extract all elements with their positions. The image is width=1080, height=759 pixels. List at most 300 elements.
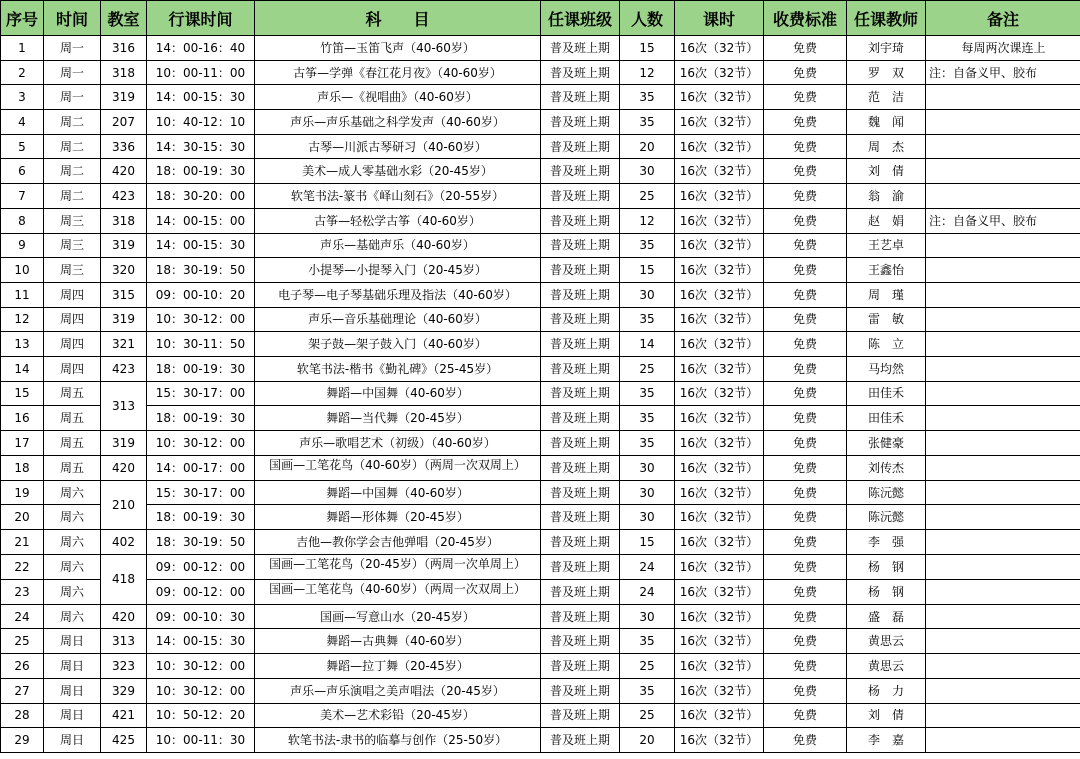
cell-time: 14：00-17：00 bbox=[147, 455, 255, 480]
cell-class: 普及班上期 bbox=[541, 332, 620, 357]
cell-room: 425 bbox=[101, 728, 147, 753]
cell-time: 18：00-19：30 bbox=[147, 505, 255, 530]
cell-day: 周六 bbox=[44, 530, 101, 555]
cell-subject: 小提琴—小提琴入门（20-45岁） bbox=[255, 258, 541, 283]
header-cell-time: 行课时间 bbox=[147, 1, 255, 36]
cell-hours: 16次（32节） bbox=[675, 480, 764, 505]
cell-no: 4 bbox=[1, 110, 44, 135]
cell-day: 周日 bbox=[44, 678, 101, 703]
cell-count: 35 bbox=[620, 406, 675, 431]
cell-teacher: 李 嘉 bbox=[847, 728, 926, 753]
cell-hours: 16次（32节） bbox=[675, 282, 764, 307]
cell-time: 14：30-15：30 bbox=[147, 134, 255, 159]
table-row bbox=[1, 703, 1080, 728]
cell-note bbox=[926, 307, 1080, 332]
cell-room: 402 bbox=[101, 530, 147, 555]
cell-hours: 16次（32节） bbox=[675, 678, 764, 703]
cell-fee: 免费 bbox=[764, 703, 847, 728]
cell-count: 35 bbox=[620, 381, 675, 406]
cell-count: 35 bbox=[620, 307, 675, 332]
cell-class: 普及班上期 bbox=[541, 233, 620, 258]
table-row bbox=[1, 530, 1080, 555]
cell-teacher: 刘 倩 bbox=[847, 159, 926, 184]
cell-teacher: 周 瑾 bbox=[847, 282, 926, 307]
cell-fee: 免费 bbox=[764, 110, 847, 135]
cell-teacher: 田佳禾 bbox=[847, 381, 926, 406]
cell-day: 周四 bbox=[44, 332, 101, 357]
cell-subject: 声乐—声乐基础之科学发声（40-60岁） bbox=[255, 110, 541, 135]
cell-time: 18：00-19：30 bbox=[147, 356, 255, 381]
cell-teacher: 杨 钢 bbox=[847, 579, 926, 604]
table-row bbox=[1, 159, 1080, 184]
cell-hours: 16次（32节） bbox=[675, 381, 764, 406]
cell-no: 12 bbox=[1, 307, 44, 332]
cell-hours: 16次（32节） bbox=[675, 110, 764, 135]
cell-teacher: 田佳禾 bbox=[847, 406, 926, 431]
cell-note bbox=[926, 579, 1080, 604]
cell-fee: 免费 bbox=[764, 307, 847, 332]
cell-no: 28 bbox=[1, 703, 44, 728]
cell-time: 09：00-12：00 bbox=[147, 554, 255, 579]
cell-hours: 16次（32节） bbox=[675, 36, 764, 61]
cell-subject: 舞蹈—中国舞（40-60岁） bbox=[255, 480, 541, 505]
cell-note bbox=[926, 184, 1080, 209]
cell-hours: 16次（32节） bbox=[675, 579, 764, 604]
cell-class: 普及班上期 bbox=[541, 629, 620, 654]
cell-teacher: 雷 敏 bbox=[847, 307, 926, 332]
cell-day: 周四 bbox=[44, 356, 101, 381]
cell-subject: 国画—工笔花鸟（20-45岁）（两周一次单周上） bbox=[255, 554, 541, 579]
cell-note bbox=[926, 604, 1080, 629]
cell-time: 10：50-12：20 bbox=[147, 703, 255, 728]
cell-fee: 免费 bbox=[764, 554, 847, 579]
cell-time: 10：40-12：10 bbox=[147, 110, 255, 135]
cell-class: 普及班上期 bbox=[541, 604, 620, 629]
table-row bbox=[1, 60, 1080, 85]
cell-teacher: 杨 力 bbox=[847, 678, 926, 703]
cell-fee: 免费 bbox=[764, 258, 847, 283]
cell-fee: 免费 bbox=[764, 629, 847, 654]
cell-no: 24 bbox=[1, 604, 44, 629]
cell-count: 14 bbox=[620, 332, 675, 357]
cell-fee: 免费 bbox=[764, 381, 847, 406]
cell-time: 14：00-16：40 bbox=[147, 36, 255, 61]
table-row bbox=[1, 307, 1080, 332]
cell-note bbox=[926, 455, 1080, 480]
cell-class: 普及班上期 bbox=[541, 85, 620, 110]
cell-day: 周四 bbox=[44, 282, 101, 307]
cell-no: 22 bbox=[1, 554, 44, 579]
cell-teacher: 翁 渝 bbox=[847, 184, 926, 209]
cell-teacher: 张健豪 bbox=[847, 431, 926, 456]
cell-subject: 古筝—轻松学古筝（40-60岁） bbox=[255, 208, 541, 233]
cell-day: 周二 bbox=[44, 110, 101, 135]
cell-hours: 16次（32节） bbox=[675, 85, 764, 110]
cell-teacher: 王鑫怡 bbox=[847, 258, 926, 283]
cell-hours: 16次（32节） bbox=[675, 406, 764, 431]
cell-no: 6 bbox=[1, 159, 44, 184]
cell-class: 普及班上期 bbox=[541, 455, 620, 480]
cell-count: 30 bbox=[620, 604, 675, 629]
cell-day: 周二 bbox=[44, 134, 101, 159]
cell-fee: 免费 bbox=[764, 282, 847, 307]
cell-day: 周日 bbox=[44, 629, 101, 654]
cell-no: 23 bbox=[1, 579, 44, 604]
cell-no: 14 bbox=[1, 356, 44, 381]
cell-no: 11 bbox=[1, 282, 44, 307]
cell-time: 10：00-11：00 bbox=[147, 60, 255, 85]
cell-time: 14：00-15：30 bbox=[147, 233, 255, 258]
cell-count: 15 bbox=[620, 36, 675, 61]
cell-note bbox=[926, 530, 1080, 555]
table-row bbox=[1, 629, 1080, 654]
cell-subject: 软笔书法-楷书《勤礼碑》（25-45岁） bbox=[255, 356, 541, 381]
cell-room: 420 bbox=[101, 455, 147, 480]
cell-day: 周一 bbox=[44, 85, 101, 110]
cell-count: 30 bbox=[620, 505, 675, 530]
cell-hours: 16次（32节） bbox=[675, 431, 764, 456]
cell-class: 普及班上期 bbox=[541, 728, 620, 753]
cell-day: 周六 bbox=[44, 480, 101, 505]
cell-room: 321 bbox=[101, 332, 147, 357]
cell-fee: 免费 bbox=[764, 530, 847, 555]
cell-count: 35 bbox=[620, 431, 675, 456]
cell-teacher: 魏 闻 bbox=[847, 110, 926, 135]
cell-no: 15 bbox=[1, 381, 44, 406]
cell-day: 周日 bbox=[44, 654, 101, 679]
cell-subject: 软笔书法-隶书的临摹与创作（25-50岁） bbox=[255, 728, 541, 753]
table-row bbox=[1, 110, 1080, 135]
cell-teacher: 杨 钢 bbox=[847, 554, 926, 579]
cell-time: 10：30-12：00 bbox=[147, 431, 255, 456]
cell-no: 5 bbox=[1, 134, 44, 159]
cell-class: 普及班上期 bbox=[541, 184, 620, 209]
cell-day: 周日 bbox=[44, 728, 101, 753]
cell-hours: 16次（32节） bbox=[675, 604, 764, 629]
table-row bbox=[1, 184, 1080, 209]
cell-note bbox=[926, 480, 1080, 505]
cell-hours: 16次（32节） bbox=[675, 356, 764, 381]
cell-note bbox=[926, 554, 1080, 579]
cell-subject: 舞蹈—中国舞（40-60岁） bbox=[255, 381, 541, 406]
cell-room: 421 bbox=[101, 703, 147, 728]
cell-count: 35 bbox=[620, 629, 675, 654]
cell-day: 周六 bbox=[44, 505, 101, 530]
cell-day: 周二 bbox=[44, 159, 101, 184]
cell-class: 普及班上期 bbox=[541, 678, 620, 703]
cell-count: 12 bbox=[620, 60, 675, 85]
table-row bbox=[1, 282, 1080, 307]
header-cell-count: 人数 bbox=[620, 1, 675, 36]
cell-count: 24 bbox=[620, 579, 675, 604]
cell-no: 3 bbox=[1, 85, 44, 110]
cell-class: 普及班上期 bbox=[541, 381, 620, 406]
table-row bbox=[1, 579, 1080, 604]
cell-subject: 声乐—基础声乐（40-60岁） bbox=[255, 233, 541, 258]
cell-time: 10：30-12：00 bbox=[147, 307, 255, 332]
cell-room: 315 bbox=[101, 282, 147, 307]
cell-no: 21 bbox=[1, 530, 44, 555]
cell-no: 13 bbox=[1, 332, 44, 357]
cell-class: 普及班上期 bbox=[541, 110, 620, 135]
cell-note bbox=[926, 332, 1080, 357]
header-cell-subject: 科 目 bbox=[255, 1, 541, 36]
cell-room: 319 bbox=[101, 307, 147, 332]
cell-count: 25 bbox=[620, 184, 675, 209]
cell-subject: 古琴—川派古琴研习（40-60岁） bbox=[255, 134, 541, 159]
cell-fee: 免费 bbox=[764, 36, 847, 61]
cell-room: 329 bbox=[101, 678, 147, 703]
cell-hours: 16次（32节） bbox=[675, 728, 764, 753]
cell-day: 周日 bbox=[44, 703, 101, 728]
header-cell-room: 教室 bbox=[101, 1, 147, 36]
cell-fee: 免费 bbox=[764, 480, 847, 505]
cell-note bbox=[926, 703, 1080, 728]
cell-hours: 16次（32节） bbox=[675, 60, 764, 85]
cell-hours: 16次（32节） bbox=[675, 654, 764, 679]
cell-fee: 免费 bbox=[764, 184, 847, 209]
cell-teacher: 刘 倩 bbox=[847, 703, 926, 728]
cell-no: 29 bbox=[1, 728, 44, 753]
cell-no: 10 bbox=[1, 258, 44, 283]
cell-room: 418 bbox=[101, 554, 147, 604]
cell-fee: 免费 bbox=[764, 579, 847, 604]
cell-no: 8 bbox=[1, 208, 44, 233]
cell-count: 35 bbox=[620, 678, 675, 703]
header-cell-teacher: 任课教师 bbox=[847, 1, 926, 36]
cell-fee: 免费 bbox=[764, 654, 847, 679]
table-row bbox=[1, 36, 1080, 61]
cell-class: 普及班上期 bbox=[541, 159, 620, 184]
cell-teacher: 黄思云 bbox=[847, 654, 926, 679]
cell-subject: 国画—工笔花鸟（40-60岁）（两周一次双周上） bbox=[255, 579, 541, 604]
cell-count: 25 bbox=[620, 356, 675, 381]
cell-count: 35 bbox=[620, 110, 675, 135]
cell-teacher: 陈 立 bbox=[847, 332, 926, 357]
cell-class: 普及班上期 bbox=[541, 406, 620, 431]
cell-no: 26 bbox=[1, 654, 44, 679]
cell-time: 10：30-11：50 bbox=[147, 332, 255, 357]
cell-time: 18：30-19：50 bbox=[147, 258, 255, 283]
cell-day: 周五 bbox=[44, 406, 101, 431]
cell-teacher: 李 强 bbox=[847, 530, 926, 555]
cell-teacher: 黄思云 bbox=[847, 629, 926, 654]
table-row bbox=[1, 505, 1080, 530]
cell-class: 普及班上期 bbox=[541, 36, 620, 61]
cell-note bbox=[926, 110, 1080, 135]
cell-fee: 免费 bbox=[764, 678, 847, 703]
cell-hours: 16次（32节） bbox=[675, 629, 764, 654]
cell-count: 30 bbox=[620, 455, 675, 480]
cell-room: 319 bbox=[101, 85, 147, 110]
cell-note bbox=[926, 728, 1080, 753]
cell-no: 16 bbox=[1, 406, 44, 431]
cell-note bbox=[926, 654, 1080, 679]
cell-time: 15：30-17：00 bbox=[147, 480, 255, 505]
table-row bbox=[1, 604, 1080, 629]
cell-teacher: 陈沅懿 bbox=[847, 505, 926, 530]
cell-room: 313 bbox=[101, 381, 147, 430]
cell-note bbox=[926, 678, 1080, 703]
cell-time: 18：00-19：30 bbox=[147, 406, 255, 431]
cell-time: 18：00-19：30 bbox=[147, 159, 255, 184]
cell-subject: 声乐—声乐演唱之美声唱法（20-45岁） bbox=[255, 678, 541, 703]
table-row bbox=[1, 208, 1080, 233]
cell-teacher: 罗 双 bbox=[847, 60, 926, 85]
header-cell-note: 备注 bbox=[926, 1, 1080, 36]
cell-class: 普及班上期 bbox=[541, 431, 620, 456]
cell-subject: 电子琴—电子琴基础乐理及指法（40-60岁） bbox=[255, 282, 541, 307]
cell-fee: 免费 bbox=[764, 406, 847, 431]
cell-fee: 免费 bbox=[764, 728, 847, 753]
cell-count: 35 bbox=[620, 233, 675, 258]
cell-count: 35 bbox=[620, 85, 675, 110]
cell-day: 周五 bbox=[44, 455, 101, 480]
cell-subject: 声乐—歌唱艺术（初级）（40-60岁） bbox=[255, 431, 541, 456]
cell-fee: 免费 bbox=[764, 332, 847, 357]
header-cell-class: 任课班级 bbox=[541, 1, 620, 36]
cell-count: 30 bbox=[620, 159, 675, 184]
cell-fee: 免费 bbox=[764, 85, 847, 110]
cell-day: 周一 bbox=[44, 36, 101, 61]
cell-hours: 16次（32节） bbox=[675, 159, 764, 184]
cell-day: 周五 bbox=[44, 431, 101, 456]
cell-room: 336 bbox=[101, 134, 147, 159]
cell-room: 420 bbox=[101, 604, 147, 629]
cell-no: 19 bbox=[1, 480, 44, 505]
cell-fee: 免费 bbox=[764, 431, 847, 456]
cell-no: 18 bbox=[1, 455, 44, 480]
cell-fee: 免费 bbox=[764, 356, 847, 381]
cell-time: 14：00-15：30 bbox=[147, 629, 255, 654]
cell-class: 普及班上期 bbox=[541, 60, 620, 85]
cell-class: 普及班上期 bbox=[541, 134, 620, 159]
cell-hours: 16次（32节） bbox=[675, 134, 764, 159]
cell-note: 每周两次课连上 bbox=[926, 36, 1080, 61]
cell-class: 普及班上期 bbox=[541, 703, 620, 728]
cell-fee: 免费 bbox=[764, 134, 847, 159]
cell-time: 18：30-19：50 bbox=[147, 530, 255, 555]
cell-subject: 美术—艺术彩铅（20-45岁） bbox=[255, 703, 541, 728]
cell-note bbox=[926, 629, 1080, 654]
cell-subject: 舞蹈—当代舞（20-45岁） bbox=[255, 406, 541, 431]
cell-note bbox=[926, 381, 1080, 406]
table-row bbox=[1, 728, 1080, 753]
cell-subject: 声乐—音乐基础理论（40-60岁） bbox=[255, 307, 541, 332]
header-cell-day: 时间 bbox=[44, 1, 101, 36]
table-row bbox=[1, 480, 1080, 505]
cell-subject: 古筝—学弹《春江花月夜》（40-60岁） bbox=[255, 60, 541, 85]
cell-time: 10：30-12：00 bbox=[147, 678, 255, 703]
cell-class: 普及班上期 bbox=[541, 480, 620, 505]
cell-count: 30 bbox=[620, 282, 675, 307]
cell-fee: 免费 bbox=[764, 455, 847, 480]
cell-teacher: 刘宇琦 bbox=[847, 36, 926, 61]
table-row bbox=[1, 134, 1080, 159]
cell-count: 24 bbox=[620, 554, 675, 579]
cell-count: 25 bbox=[620, 654, 675, 679]
cell-day: 周六 bbox=[44, 579, 101, 604]
cell-teacher: 盛 磊 bbox=[847, 604, 926, 629]
cell-class: 普及班上期 bbox=[541, 356, 620, 381]
cell-room: 207 bbox=[101, 110, 147, 135]
header-row bbox=[1, 1, 1080, 36]
table-row bbox=[1, 554, 1080, 579]
cell-room: 423 bbox=[101, 184, 147, 209]
cell-room: 319 bbox=[101, 233, 147, 258]
cell-fee: 免费 bbox=[764, 505, 847, 530]
cell-room: 316 bbox=[101, 36, 147, 61]
cell-subject: 竹笛—玉笛飞声（40-60岁） bbox=[255, 36, 541, 61]
table-row bbox=[1, 455, 1080, 480]
cell-note bbox=[926, 85, 1080, 110]
cell-no: 25 bbox=[1, 629, 44, 654]
cell-class: 普及班上期 bbox=[541, 505, 620, 530]
table-row bbox=[1, 233, 1080, 258]
table-row bbox=[1, 654, 1080, 679]
cell-hours: 16次（32节） bbox=[675, 455, 764, 480]
cell-subject: 声乐—《视唱曲》（40-60岁） bbox=[255, 85, 541, 110]
cell-room: 320 bbox=[101, 258, 147, 283]
cell-hours: 16次（32节） bbox=[675, 184, 764, 209]
cell-no: 7 bbox=[1, 184, 44, 209]
cell-room: 319 bbox=[101, 431, 147, 456]
cell-time: 09：00-10：30 bbox=[147, 604, 255, 629]
cell-teacher: 赵 娟 bbox=[847, 208, 926, 233]
cell-room: 313 bbox=[101, 629, 147, 654]
table-row bbox=[1, 85, 1080, 110]
cell-hours: 16次（32节） bbox=[675, 233, 764, 258]
cell-fee: 免费 bbox=[764, 233, 847, 258]
cell-count: 12 bbox=[620, 208, 675, 233]
cell-day: 周一 bbox=[44, 60, 101, 85]
table-row bbox=[1, 678, 1080, 703]
cell-hours: 16次（32节） bbox=[675, 703, 764, 728]
cell-count: 25 bbox=[620, 703, 675, 728]
cell-subject: 软笔书法-篆书《峄山刻石》（20-55岁） bbox=[255, 184, 541, 209]
cell-note: 注：自备义甲、胶布 bbox=[926, 60, 1080, 85]
cell-no: 2 bbox=[1, 60, 44, 85]
cell-subject: 美术—成人零基础水彩（20-45岁） bbox=[255, 159, 541, 184]
cell-room: 420 bbox=[101, 159, 147, 184]
cell-teacher: 刘传杰 bbox=[847, 455, 926, 480]
cell-room: 423 bbox=[101, 356, 147, 381]
cell-room: 318 bbox=[101, 208, 147, 233]
cell-hours: 16次（32节） bbox=[675, 530, 764, 555]
cell-hours: 16次（32节） bbox=[675, 505, 764, 530]
cell-no: 17 bbox=[1, 431, 44, 456]
table-row bbox=[1, 332, 1080, 357]
table-row bbox=[1, 356, 1080, 381]
cell-class: 普及班上期 bbox=[541, 530, 620, 555]
cell-time: 09：00-12：00 bbox=[147, 579, 255, 604]
cell-time: 14：00-15：30 bbox=[147, 85, 255, 110]
cell-day: 周三 bbox=[44, 233, 101, 258]
cell-no: 1 bbox=[1, 36, 44, 61]
cell-class: 普及班上期 bbox=[541, 307, 620, 332]
cell-time: 10：00-11：30 bbox=[147, 728, 255, 753]
cell-count: 20 bbox=[620, 728, 675, 753]
cell-subject: 国画—写意山水（20-45岁） bbox=[255, 604, 541, 629]
cell-count: 15 bbox=[620, 258, 675, 283]
cell-note bbox=[926, 159, 1080, 184]
cell-note bbox=[926, 406, 1080, 431]
cell-note bbox=[926, 134, 1080, 159]
cell-no: 27 bbox=[1, 678, 44, 703]
cell-note bbox=[926, 431, 1080, 456]
cell-fee: 免费 bbox=[764, 208, 847, 233]
cell-note: 注：自备义甲、胶布 bbox=[926, 208, 1080, 233]
